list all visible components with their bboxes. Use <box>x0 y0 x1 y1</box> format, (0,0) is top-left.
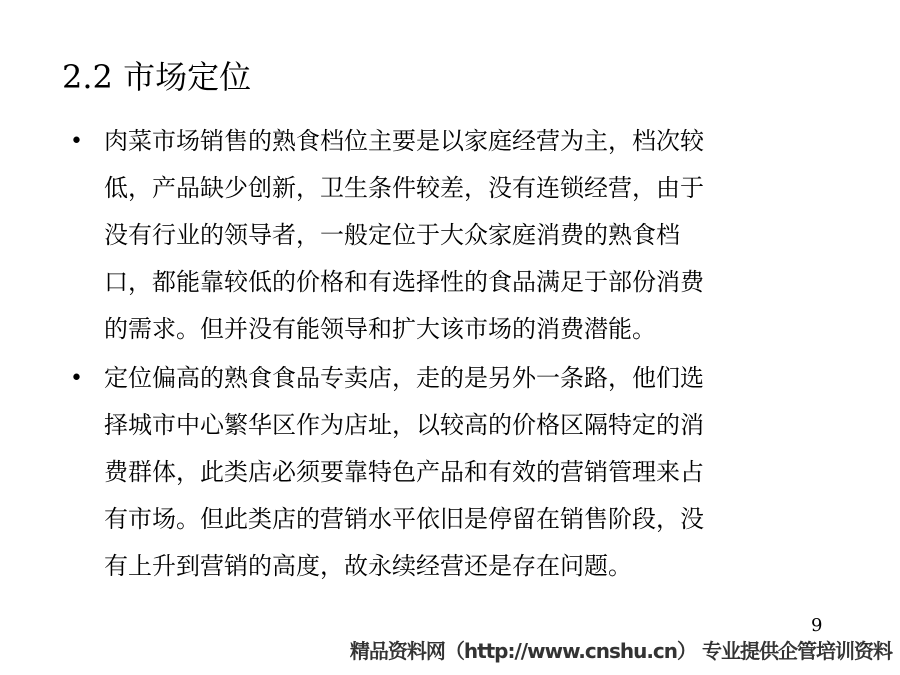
bullet-line: 肉菜市场销售的熟食档位主要是以家庭经营为主，档次较 <box>104 127 704 155</box>
bullet-line: 择城市中心繁华区作为店址，以较高的价格区隔特定的消 <box>104 411 704 439</box>
bullet-line: 低，产品缺少创新，卫生条件较差，没有连锁经营，由于 <box>104 174 704 202</box>
bullet-line: 定位偏高的熟食食品专卖店，走的是另外一条路，他们选 <box>104 364 704 392</box>
bullet-text <box>104 355 800 590</box>
slide-title: 2.2 市场定位 <box>62 58 252 96</box>
bullet-marker: • <box>70 129 83 154</box>
bullet-line: 有市场。但此类店的营销水平依旧是停留在销售阶段，没 <box>104 505 704 533</box>
bullet-line: 有上升到营销的高度，故永续经营还是存在问题。 <box>104 552 632 580</box>
bullet-list <box>70 118 800 590</box>
bullet-line: 口，都能靠较低的价格和有选择性的食品满足于部份消费 <box>104 268 704 296</box>
page-number: 9 <box>811 615 823 636</box>
bullet-line: 的需求。但并没有能领导和扩大该市场的消费潜能。 <box>104 315 656 343</box>
bullet-line: 费群体，此类店必须要靠特色产品和有效的营销管理来占 <box>104 458 704 486</box>
bullet-marker: • <box>70 366 83 391</box>
bullet-line: 没有行业的领导者，一般定位于大众家庭消费的熟食档 <box>104 221 680 249</box>
bullet-text <box>104 118 800 353</box>
footer-watermark: 精品资料网（http://www.cnshu.cn） 专业提供企管培训资料 <box>349 639 892 663</box>
bullet-item-2 <box>70 355 800 590</box>
bullet-item-1 <box>70 118 800 353</box>
